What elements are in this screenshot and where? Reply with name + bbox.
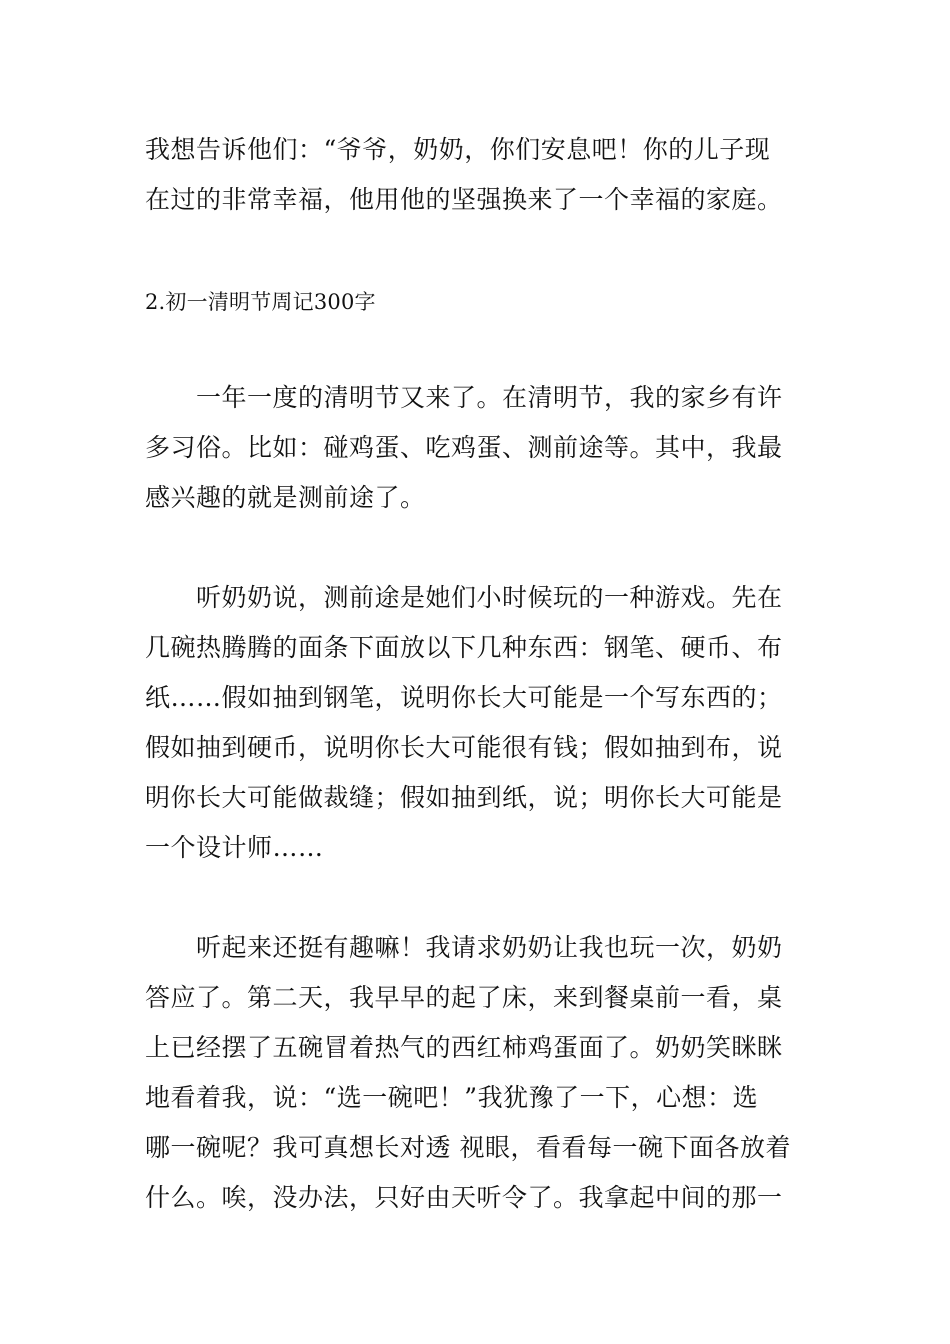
text-line: 一年一度的清明节又来了。在清明节，我的家乡有许 xyxy=(145,383,783,412)
text-line: 听起来还挺有趣嘛！我请求奶奶让我也玩一次，奶奶 xyxy=(145,933,783,962)
text-line: 纸……假如抽到钢笔，说明你长大可能是一个写东西的； xyxy=(145,683,783,712)
text-line: 什么。唉，没办法，只好由天听令了。我拿起中间的那一 xyxy=(145,1183,783,1212)
text-line: 多习俗。比如：碰鸡蛋、吃鸡蛋、测前途等。其中，我最 xyxy=(145,433,783,462)
text-line: 答应了。第二天，我早早的起了床，来到餐桌前一看，桌 xyxy=(145,983,783,1012)
text-line: 哪一碗呢？我可真想长对透 视眼，看看每一碗下面各放着 xyxy=(145,1133,791,1162)
text-line: 在过的非常幸福，他用他的坚强换来了一个幸福的家庭。 xyxy=(145,185,783,214)
text-line: 听奶奶说，测前途是她们小时候玩的一种游戏。先在 xyxy=(145,583,783,612)
section-heading: 2.初一清明节周记300字 xyxy=(145,290,376,314)
text-line: 感兴趣的就是测前途了。 xyxy=(145,483,426,512)
text-line: 几碗热腾腾的面条下面放以下几种东西：钢笔、硬币、布 xyxy=(145,633,783,662)
text-line: 我想告诉他们：“爷爷，奶奶，你们安息吧！你的儿子现 xyxy=(145,135,771,164)
text-line: 假如抽到硬币，说明你长大可能很有钱；假如抽到布，说 xyxy=(145,733,783,762)
text-line: 一个设计师…… xyxy=(145,833,324,862)
text-line: 明你长大可能做裁缝；假如抽到纸，说；明你长大可能是 xyxy=(145,783,783,812)
text-line: 地看着我，说：“选一碗吧！”我犹豫了一下，心想：选 xyxy=(145,1083,759,1112)
text-line: 上已经摆了五碗冒着热气的西红柿鸡蛋面了。奶奶笑眯眯 xyxy=(145,1033,783,1062)
